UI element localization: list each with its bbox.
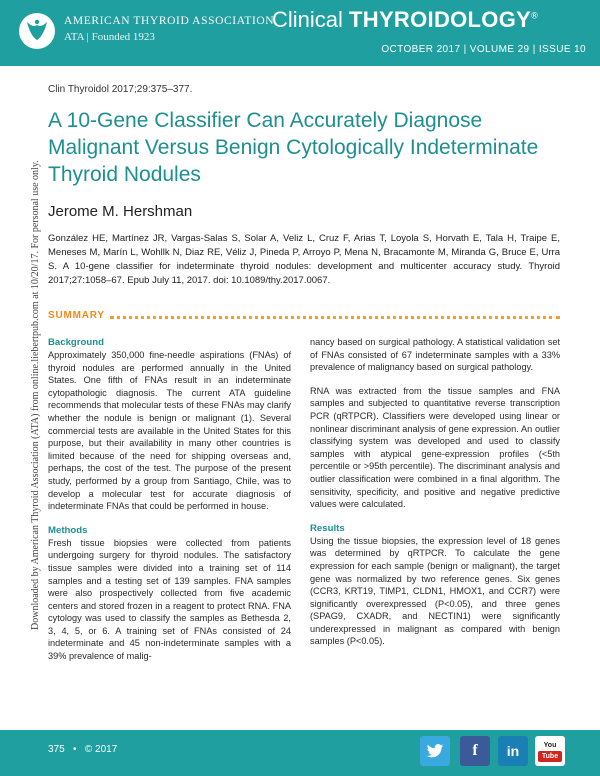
- article-title: A 10-Gene Classifier Can Accurately Diagnose Malignant Versus Benign Cytologically Indeterminate Thyroid Nodules: [48, 109, 539, 186]
- journal-header: [0, 0, 600, 66]
- linkedin-icon[interactable]: in: [498, 736, 528, 766]
- download-notice-text: Downloaded by American Thyroid Association (ATA) from online.liebertpub.com at 10/20/17. For personal use only.: [30, 160, 41, 630]
- brand-light: Clinical: [272, 7, 350, 32]
- methods-continued-paragraph: nancy based on surgical pathology. A statistical validation set of FNAs consisted of 67 indeterminate samples with a 33% prevalence of malignancy based on surgical pathology.: [310, 337, 560, 373]
- page-number: 375: [48, 744, 65, 755]
- citation: Clin Thyroidol 2017;29:375–377.: [48, 84, 193, 95]
- youtube-icon[interactable]: [535, 736, 565, 766]
- summary-heading: [48, 310, 560, 324]
- author: Jerome M. Hershman: [48, 203, 193, 220]
- left-column: [48, 336, 291, 674]
- youtube-you-label: You: [543, 742, 557, 749]
- association-founded: ATA | Founded 1923: [64, 31, 155, 43]
- facebook-icon[interactable]: f: [460, 736, 490, 766]
- results-heading: Results: [310, 522, 345, 534]
- issue-info: OCTOBER 2017 | VOLUME 29 | ISSUE 10: [381, 44, 586, 55]
- methods-rna-paragraph: RNA was extracted from the tissue samples and FNA samples and subjected to quantitative reverse transcription PCR (qRTPCR). Classifiers were developed using linear or nonlinear discriminant analysis of gene expression. An outlier classifying system was developed and used to classify samples with atypical gene-expression profiles (<5th percentile or >95th percentile). The discriminant analysis and outlier classification were combined in a final algorithm. The sensitivity, specificity, and positive and negative predictive values were calculated.: [310, 385, 560, 510]
- methods-heading: Methods: [48, 524, 88, 536]
- reference: González HE, Martínez JR, Vargas-Salas S, Solar A, Veliz L, Cruz F, Arias T, Loyola S, Horvath E, Tala H, Traipe E, Meneses M, Marín L, Wohllk N, Diaz RE, Véliz J, Pineda P, Arroyo P, Mena N, Bracamonte M, Miranda G, Bruce E, Urra S. A 10-gene classifier for indeterminate thyroid nodules: development and multicenter accuracy study. Thyroid 2017;27:1058–67. Epub July 11, 2017. doi: 10.1089/thy.2017.0067.: [48, 233, 560, 286]
- registered-mark: ®: [531, 10, 538, 21]
- background-heading: Background: [48, 337, 104, 348]
- journal-brand: [272, 7, 538, 33]
- background-paragraph: Approximately 350,000 fine-needle aspirations (FNAs) of thyroid nodules are performed annually in the United States. One fifth of FNAs result in an indeterminate cytopathologic diagnosis. The current ATA guideline recommends that molecular tests of these FNAs may clarify whether the nodule is benign or malignant (1). Several commercial tests are available in the United States for this purpose, but their availability in many other countries is limited because of the need for shipping overseas and, perhaps, the cost of the test. The purpose of the present study, performed by a group from Santiago, Chile, was to develop a molecular test for accurate diagnosis of indeterminate FNAs that could be performed in house.: [48, 350, 291, 512]
- association-name: AMERICAN THYROID ASSOCIATION: [64, 15, 275, 27]
- right-column: [310, 336, 560, 659]
- ata-logo-icon: [18, 12, 56, 50]
- copyright: © 2017: [84, 744, 118, 755]
- page-info: 375 • © 2017: [48, 744, 118, 755]
- twitter-icon[interactable]: [420, 736, 450, 766]
- results-paragraph: Using the tissue biopsies, the expression level of 18 genes was determined by qRTPCR. To calculate the gene expression for each sample (benign or malignant), the target gene was normalized by two reference genes. Six genes (CCR3, KRT19, TIMP1, CLDN1, HMOX1, and CCR7) were significantly overexpressed (P<0.05), and three genes (SPAG9, CXADR, and NECTIN1) were significantly underexpressed in malignant as compared with benign samples (P<0.05).: [310, 535, 560, 647]
- download-notice: [20, 130, 40, 630]
- methods-paragraph: Fresh tissue biopsies were collected from patients undergoing surgery for thyroid nodules. The satisfactory tissue samples were divided into a training set of 114 samples and a testing set of 139 samples. FNA samples were also prospectively collected from five academic centers and stored frozen in a reagent to protect RNA. FNA cytology was used to classify the samples as Bethesda 2, 3, 4, 5, or 6. A training set of FNAs consisted of 24 indeterminate and 45 non-indeterminate samples with a 39% prevalence of malig-: [48, 537, 291, 662]
- youtube-tube-label: Tube: [538, 751, 562, 762]
- summary-label: SUMMARY: [48, 310, 105, 321]
- page-footer: [0, 730, 600, 776]
- brand-bold: THYROIDOLOGY: [349, 7, 532, 32]
- dotted-divider: [110, 316, 560, 319]
